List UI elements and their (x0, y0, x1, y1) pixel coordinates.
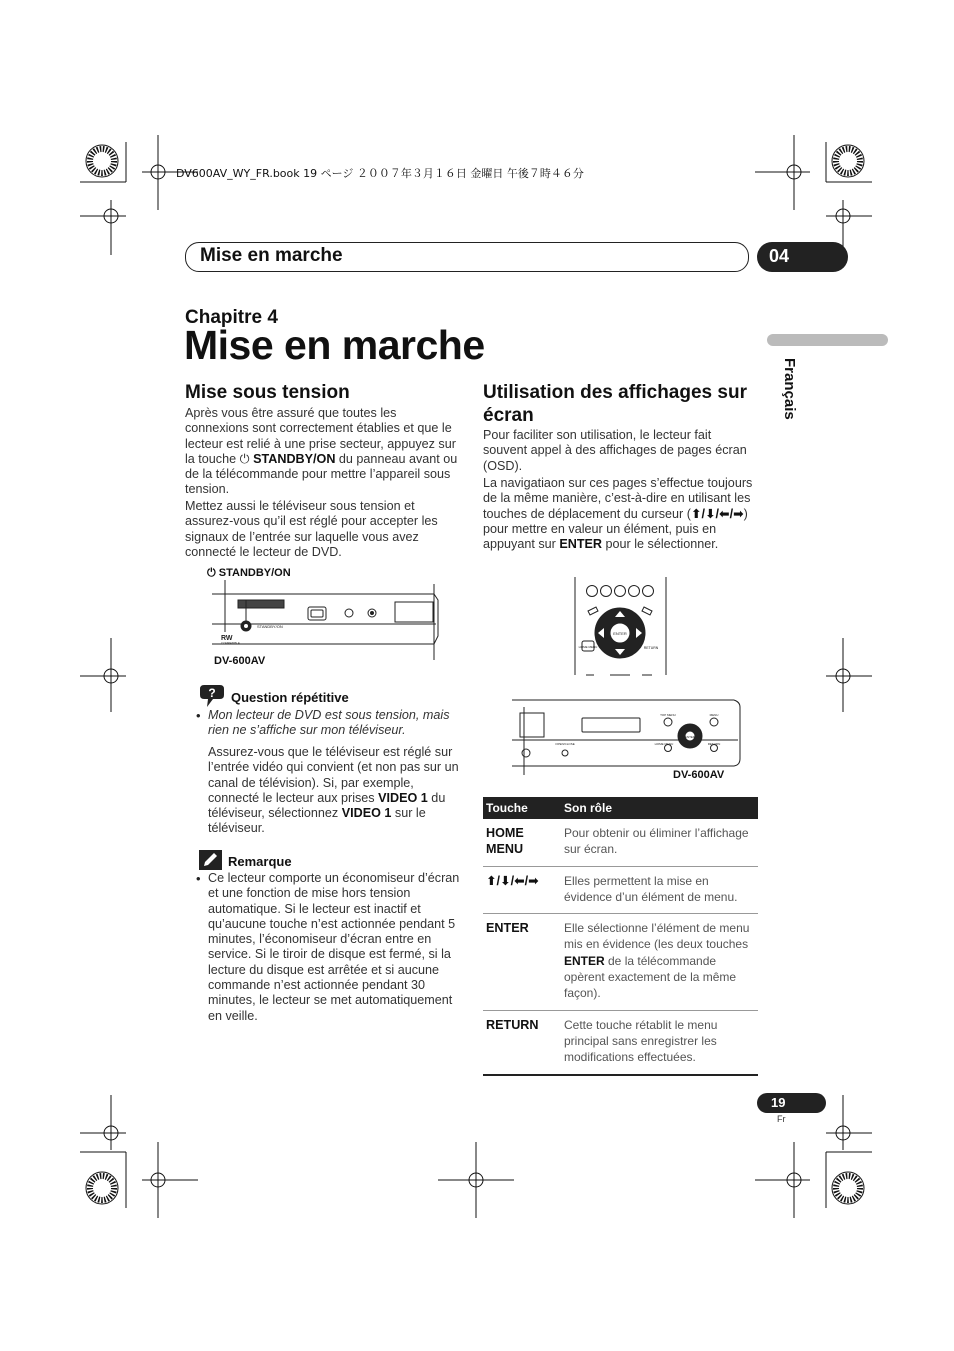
table-row (483, 819, 758, 866)
page-language: Fr (777, 1114, 786, 1124)
page-title: Mise en marche (184, 322, 485, 368)
player-home-menu-label: HOME MENU (654, 742, 674, 746)
faq-question: Mon lecteur de DVD est sous tension, mais rien ne s’affiche sur mon téléviseur. (208, 708, 450, 738)
table-header-key: Touche (483, 797, 561, 819)
note-text: Ce lecteur comporte un économiseur d’écran et une fonction de mise hors tension automatique. Si le lecteur est inactif et qu’aucune touche n’est actionnée pendant 5 minutes, l’économiseur d’écran entre en service. Si le tiroir de disque est fermé, si la lecture du disque est arrêtée et si aucune commande n’est actionnée pendant 30 minutes, le lecteur se met automatiquement en veille. (208, 871, 460, 1023)
player-standby-text: STANDBY/ON (257, 624, 283, 629)
player-enter-label: ENTER (684, 735, 696, 739)
table-key: HOME MENU (483, 819, 561, 866)
remote-return-label: RETURN (643, 646, 659, 650)
section-title-power-on: Mise sous tension (185, 382, 350, 403)
page-number-tab (757, 1093, 826, 1113)
question-icon (198, 683, 226, 709)
table-row (483, 1010, 758, 1074)
key-function-table (483, 797, 758, 1076)
section-title-osd: Utilisation des affichages sur écran (483, 382, 747, 426)
player-panel-figure (512, 693, 746, 775)
osd-paragraph-1: Pour faciliter son utilisation, le lecteur fait souvent appel à des affichages de pages écran (OSD). (483, 428, 747, 473)
player-return-label: RETURN (707, 742, 721, 746)
print-header: DV600AV_WY_FR.book 19 ページ ２００７年３月１６日 金曜日 午後７時４６分 (176, 167, 584, 180)
page-number: 19 (771, 1095, 786, 1110)
figure-2-model: DV-600AV (673, 769, 725, 781)
osd-paragraph-2: La navigatiaon sur ces pages s’effectue toujours de la même manière, c’est-à-dire en utilisant les touches de déplacement du curseur (⬆/⬇/⬅/➡) pour mettre en valeur un élément, puis en appuyant sur ENTER pour le sélectionner. (483, 476, 753, 552)
table-header-role: Son rôle (561, 797, 758, 819)
table-desc: Elles permettent la mise en évidence d’un élément de menu. (561, 866, 758, 914)
table-desc: Elle sélectionne l’élément de menu mis en évidence (les deux touches ENTER de la télécommande opèrent exactement de la même façon). (561, 914, 758, 1010)
figure-1-model: DV-600AV (214, 655, 266, 667)
standby-icon: ⏻ (239, 451, 254, 466)
remote-control-figure (572, 577, 670, 677)
player-top-menu-label: TOP MENU (660, 713, 676, 717)
table-desc: Pour obtenir ou éliminer l’affichage sur écran. (561, 819, 758, 866)
power-on-paragraph-1: Après vous être assuré que toutes les connexions sont correctement établies et que le lecteur est relié à une prise secteur, appuyez sur la touche ⏻ STANDBY/ON du panneau avant ou de la télécommande pour mettre l’appareil sous tension. (185, 406, 458, 497)
language-tab: Français (781, 358, 798, 420)
table-key: ⬆/⬇/⬅/➡ (483, 866, 561, 914)
table-key: RETURN (483, 1010, 561, 1074)
power-on-paragraph-2: Mettez aussi le téléviseur sous tension et assurez-vous qu’il est réglé pour accepter les signaux de l’entrée sur laquelle vous avez connecté le lecteur de DVD. (185, 499, 438, 559)
table-row (483, 914, 758, 1010)
table-key: ENTER (483, 914, 561, 1010)
rw-compatible-text: COMPATIBLE (221, 641, 240, 645)
remote-enter-label: ENTER (613, 631, 627, 636)
player-front-panel-figure (210, 580, 445, 660)
language-bar (767, 334, 888, 346)
player-open-close-label: OPEN/CLOSE (555, 742, 575, 746)
chapter-number: 04 (769, 246, 790, 266)
table-desc: Cette touche rétablit le menu principal sans enregistrer les modifications effectuées. (561, 1010, 758, 1074)
standby-icon: ⏻ (207, 567, 219, 579)
remote-home-menu-label: HOME MENU (578, 645, 598, 649)
note-title: Remarque (228, 854, 292, 869)
table-row (483, 866, 758, 914)
faq-answer: Assurez-vous que le téléviseur est réglé sur l’entrée vidéo qui convient (et non pas sur un canal de télévision). Si, par exemple, connecté le lecteur aux prises VIDEO 1 du téléviseur, sélectionnez VIDEO 1 sur le téléviseur. (208, 745, 459, 836)
faq-title: Question répétitive (231, 690, 349, 705)
svg-text:?: ? (208, 686, 216, 700)
chapter-label: Chapitre 4 (185, 307, 278, 328)
header-title: Mise en marche (200, 245, 343, 266)
rw-logo-text: RW (221, 635, 233, 642)
standby-figure-label: ⏻ STANDBY/ON (207, 567, 291, 579)
player-menu-label: MENU (709, 713, 719, 717)
bullet: • (196, 871, 201, 886)
note-icon (198, 849, 223, 871)
cursor-arrows: ⬆/⬇/⬅/➡ (690, 506, 744, 521)
table-header-row (483, 797, 758, 819)
bullet: • (196, 708, 201, 723)
